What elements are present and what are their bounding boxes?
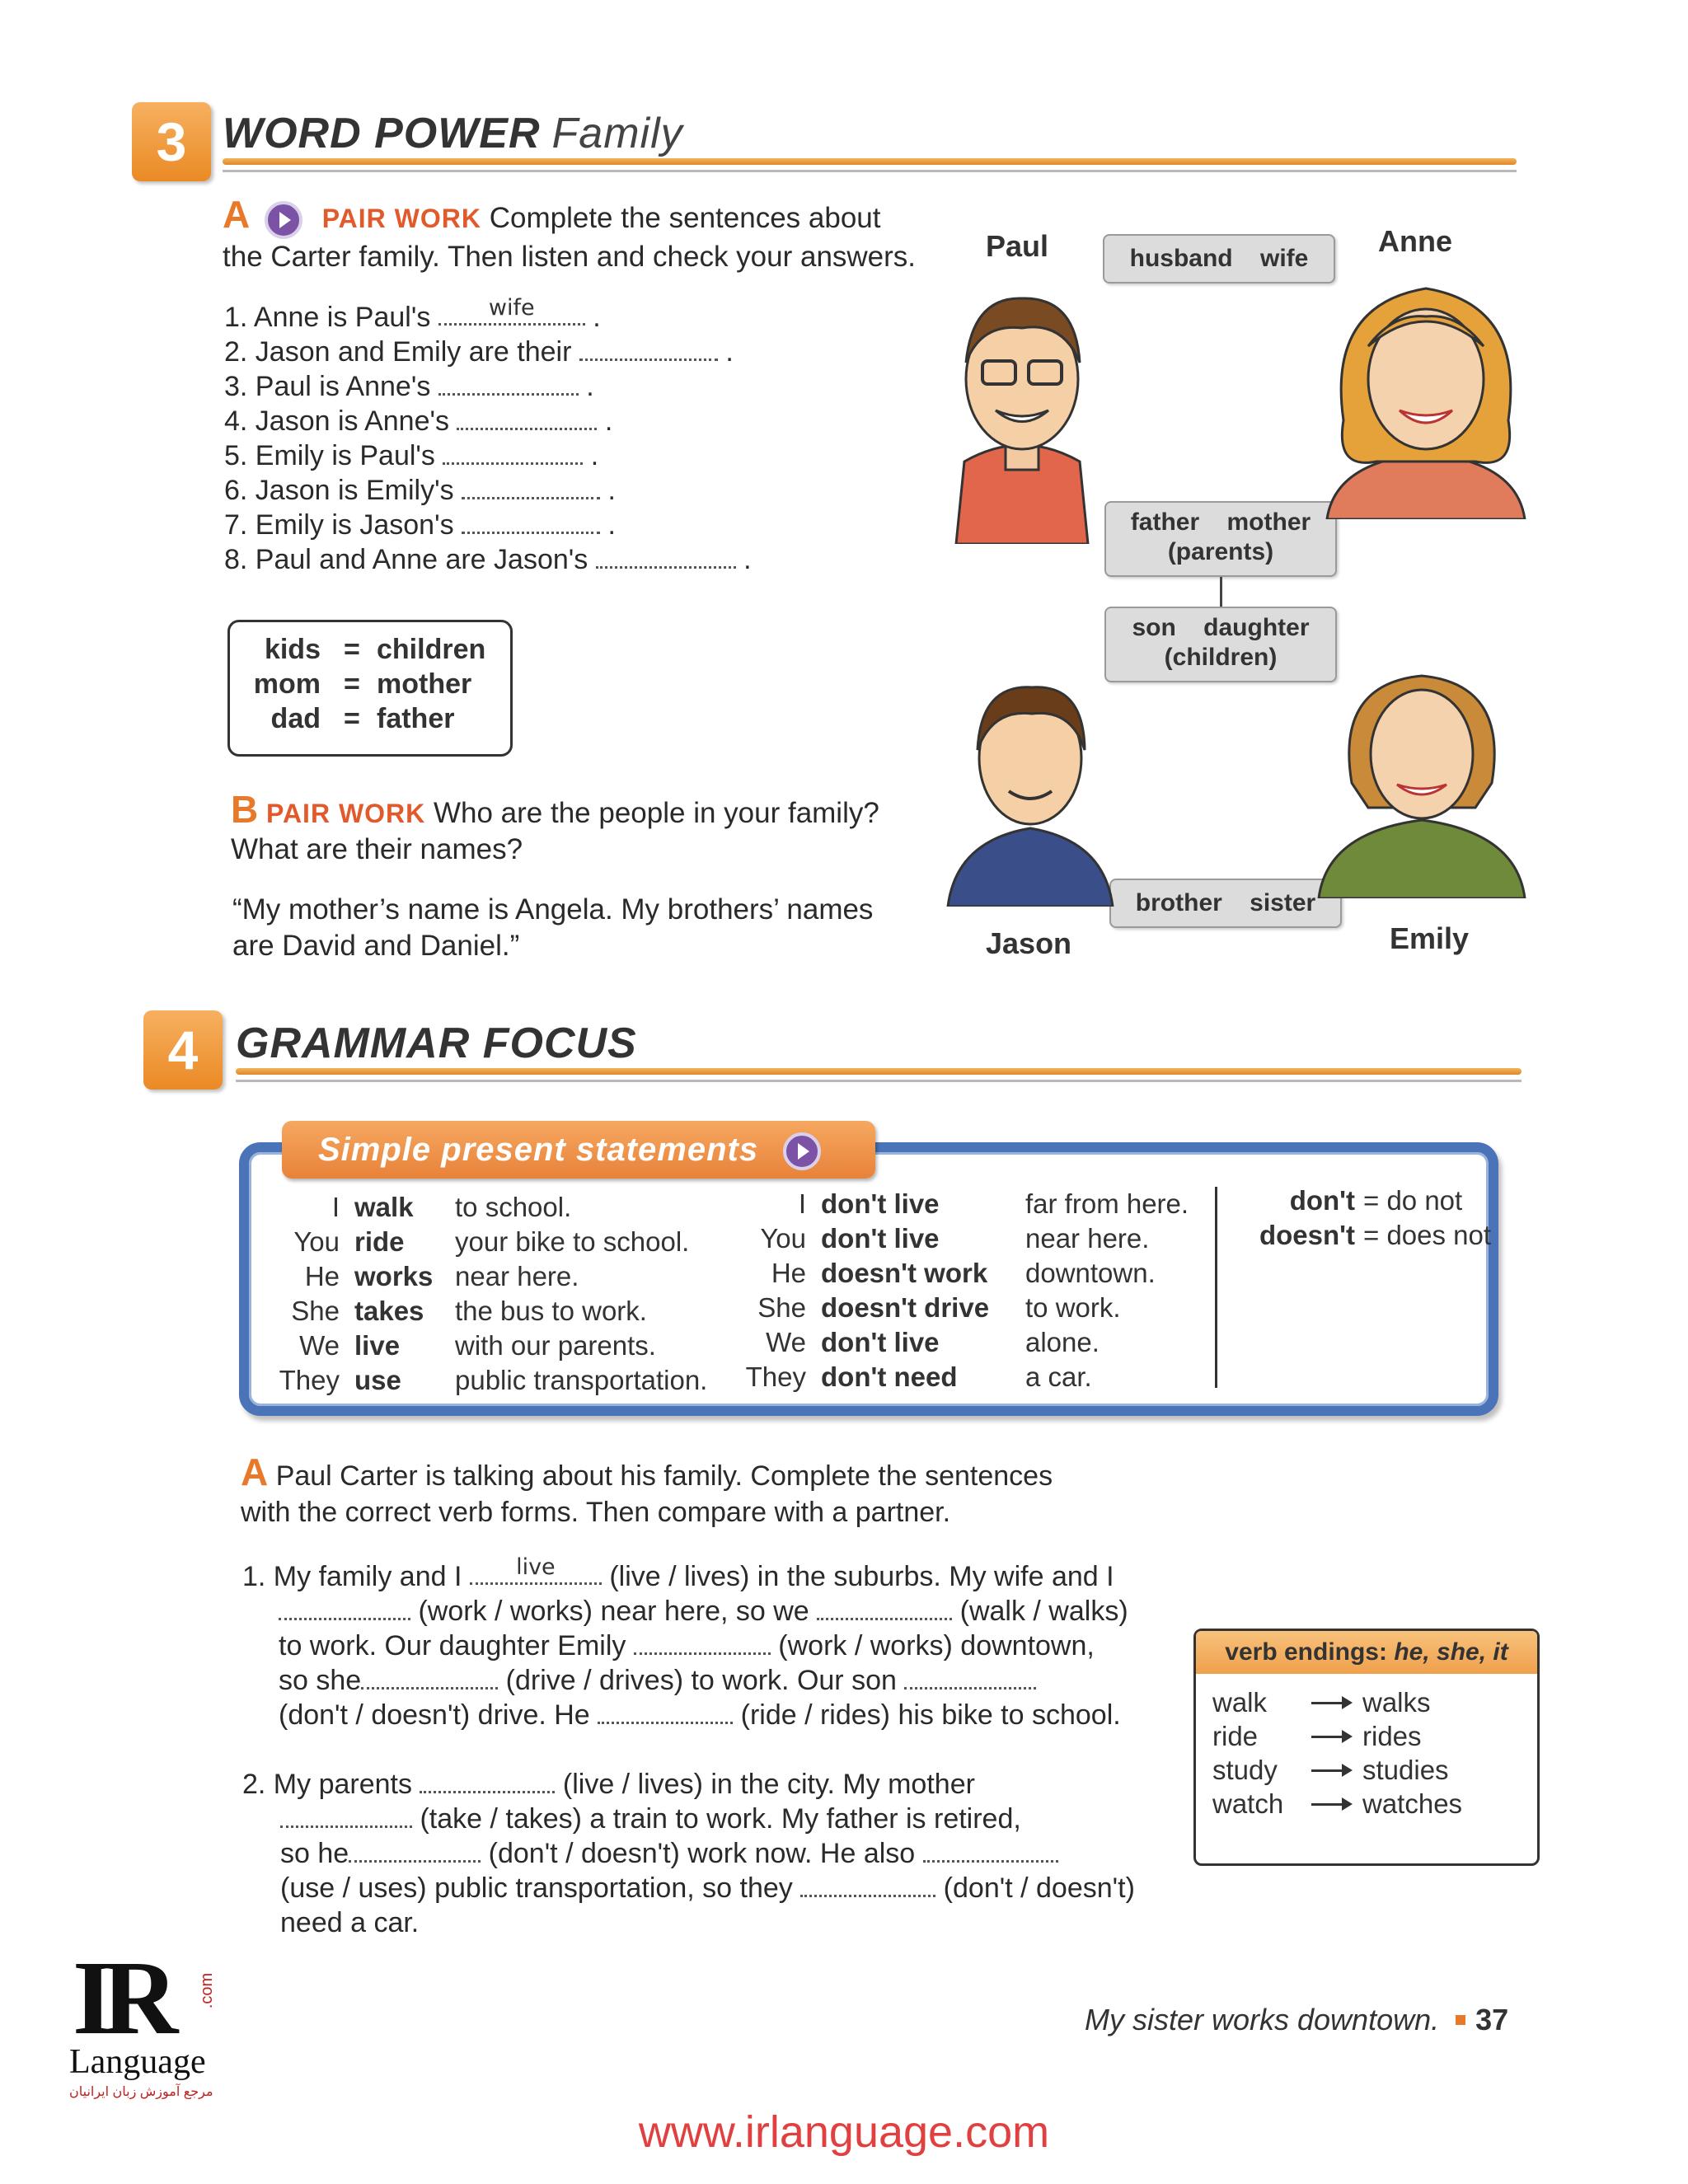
- answer-blank[interactable]: [817, 1596, 952, 1620]
- section-4-title: GRAMMAR FOCUS: [236, 1019, 637, 1067]
- affirmative-verbs: [354, 1190, 433, 1398]
- text: (don't / doesn't) drive. He: [279, 1699, 590, 1731]
- verb: walk: [354, 1192, 414, 1222]
- section-3-number: 3: [132, 102, 211, 181]
- item-text: 3. Paul is Anne's: [224, 371, 431, 402]
- base-verb: walk: [1212, 1687, 1268, 1718]
- predicate: downtown.: [1025, 1258, 1156, 1288]
- irlanguage-logo: [69, 1939, 234, 2102]
- paragraph-2-line-2: [280, 1803, 1021, 1835]
- item-text: 4. Jason is Anne's: [224, 405, 449, 437]
- answer-blank[interactable]: [361, 1666, 498, 1690]
- predicate: to work.: [1025, 1292, 1121, 1323]
- item-text: 1. Anne is Paul's: [224, 302, 431, 333]
- label-husband: husband: [1129, 245, 1233, 272]
- logo-letters-text: IR: [73, 1939, 167, 2056]
- label-daughter: daughter: [1203, 614, 1310, 641]
- logo-letters: [73, 1939, 167, 2056]
- jason-illustration: [940, 659, 1121, 907]
- paragraph-2-line-4: [280, 1872, 1135, 1905]
- predicate: near here.: [455, 1261, 579, 1291]
- item-text: 5. Emily is Paul's: [224, 440, 435, 471]
- predicate: to school.: [455, 1192, 572, 1222]
- s-verb: studies: [1362, 1755, 1449, 1785]
- arrow-right-icon: [1311, 1803, 1349, 1806]
- family-subheading: Family: [551, 110, 683, 157]
- answer-blank[interactable]: [280, 1804, 412, 1828]
- predicate: far from here.: [1025, 1188, 1189, 1219]
- emily-illustration: [1302, 643, 1541, 898]
- section-4-number: 4: [143, 1010, 223, 1090]
- text: 1. My family and I: [242, 1561, 462, 1592]
- label-brother: brother: [1135, 889, 1222, 916]
- part-a-instructions: [223, 193, 964, 275]
- affirmative-rest: [455, 1190, 707, 1398]
- exercise-item-4: 4. Jason is Anne's .: [224, 405, 613, 437]
- base-verb: ride: [1212, 1721, 1259, 1751]
- exercise-item-1: 1. Anne is Paul's $^{wife}$ .: [224, 295, 601, 333]
- pair-work-label: PAIR WORK: [321, 204, 481, 233]
- synonym-long: children: [377, 634, 486, 665]
- verb: works: [354, 1261, 434, 1291]
- label-father: father: [1130, 509, 1200, 536]
- answer-blank[interactable]: [634, 1631, 771, 1655]
- answer-blank[interactable]: [279, 1596, 410, 1620]
- name-emily: Emily: [1390, 921, 1470, 955]
- verb: don't live: [821, 1327, 940, 1357]
- s-verb: rides: [1362, 1721, 1422, 1751]
- name-jason: Jason: [986, 926, 1072, 960]
- verb: ride: [354, 1226, 405, 1257]
- paragraph-1-line-2: [279, 1596, 1128, 1628]
- exercise-item-3: 3. Paul is Anne's .: [224, 371, 594, 402]
- quote-line-2: are David and Daniel.”: [232, 930, 520, 962]
- section-3-rule: [223, 158, 1517, 165]
- answer-blank[interactable]: [579, 337, 718, 361]
- logo-dotcom: .com: [198, 1972, 217, 2009]
- base-verb: study: [1212, 1755, 1278, 1785]
- text: (live / lives) in the city. My mother: [562, 1769, 975, 1800]
- subject: They: [745, 1361, 806, 1392]
- verb: don't need: [821, 1361, 958, 1392]
- column-divider: [1215, 1187, 1217, 1388]
- answer-blank[interactable]: [443, 441, 583, 465]
- subject: She: [291, 1296, 340, 1326]
- text: (don't / doesn't): [943, 1872, 1135, 1904]
- predicate: a car.: [1025, 1361, 1092, 1392]
- arrow-right-icon: [1311, 1769, 1349, 1772]
- label-mother: mother: [1226, 509, 1311, 536]
- answer-fill: live: [516, 1554, 556, 1580]
- predicate: alone.: [1025, 1327, 1100, 1357]
- caption-text: My sister works downtown.: [1085, 2003, 1440, 2036]
- item-text: 2. Jason and Emily are their: [224, 336, 572, 368]
- verb-endings-title-a: verb endings:: [1225, 1638, 1387, 1666]
- logo-tagline: مرجع آموزش زبان ایرانیان: [69, 2085, 213, 2099]
- equals-sign: =: [344, 668, 360, 700]
- exercise-item-2: 2. Jason and Emily are their .: [224, 336, 734, 368]
- text: to work. Our daughter Emily: [279, 1630, 626, 1661]
- verb-ending-row: [1212, 1755, 1537, 1788]
- exercise-item-7: 7. Emily is Jason's .: [224, 509, 616, 541]
- answer-blank[interactable]: [923, 1839, 1058, 1863]
- subject: We: [299, 1330, 340, 1361]
- arrow-right-icon: [1311, 1736, 1349, 1738]
- page-number: 37: [1475, 2003, 1509, 2036]
- tree-connector: [1220, 577, 1222, 607]
- synonym-row: [230, 703, 510, 738]
- verb-ending-row: [1212, 1721, 1537, 1755]
- answer-blank[interactable]: [438, 295, 585, 326]
- verb: doesn't work: [821, 1258, 988, 1288]
- exercise-item-5: 5. Emily is Paul's .: [224, 440, 599, 471]
- part-b-letter: B: [231, 788, 259, 831]
- text: (live / lives) in the suburbs. My wife and I: [609, 1561, 1114, 1592]
- negative-verbs: [821, 1187, 989, 1394]
- answer-blank[interactable]: [349, 1839, 481, 1863]
- synonym-short: dad: [270, 703, 321, 734]
- item-text: 8. Paul and Anne are Jason's: [224, 544, 588, 575]
- predicate: with our parents.: [455, 1330, 656, 1361]
- grammar-box-title: [282, 1121, 875, 1179]
- predicate: the bus to work.: [455, 1296, 647, 1326]
- parents-label-box: [1104, 501, 1337, 577]
- logo-word: Language: [69, 2043, 206, 2081]
- label-wife: wife: [1259, 245, 1309, 272]
- synonym-long: mother: [377, 668, 472, 700]
- synonym-long: father: [377, 703, 455, 734]
- paragraph-1-line-4: [279, 1665, 1036, 1697]
- page-caption: [1085, 2003, 1508, 2037]
- subject: I: [331, 1192, 340, 1222]
- text: need a car.: [280, 1907, 420, 1938]
- negative-subjects: [738, 1187, 806, 1394]
- part-a-letter: A: [223, 193, 251, 236]
- subject: We: [766, 1327, 806, 1357]
- paragraph-2-line-3: [280, 1838, 1058, 1870]
- subject: They: [279, 1365, 340, 1395]
- contraction-shorts: [1231, 1183, 1355, 1253]
- anne-illustration: [1311, 255, 1541, 519]
- label-children: (children): [1164, 644, 1278, 671]
- answer-blank[interactable]: [800, 1873, 935, 1897]
- subject: You: [760, 1223, 806, 1254]
- text: so he: [280, 1838, 349, 1869]
- answer-blank[interactable]: [457, 406, 597, 430]
- label-son: son: [1132, 614, 1176, 641]
- synonym-row: [230, 634, 510, 668]
- website-link[interactable]: www.irlanguage.com: [638, 2107, 1050, 2157]
- label-parents: (parents): [1167, 538, 1274, 565]
- instruction-line-1: Paul Carter is talking about his family. Complete the sentences: [275, 1460, 1053, 1492]
- verb: don't live: [821, 1188, 940, 1219]
- answer-blank[interactable]: [462, 476, 600, 499]
- text: (work / works) downtown,: [778, 1630, 1095, 1661]
- part-b-instructions: [231, 788, 973, 868]
- name-anne: Anne: [1378, 224, 1452, 258]
- part-b-line-1: Who are the people in your family?: [433, 797, 879, 829]
- text: (ride / rides) his bike to school.: [740, 1699, 1121, 1731]
- answer-fill: wife: [488, 295, 535, 321]
- audio-play-icon[interactable]: [783, 1132, 821, 1170]
- s-verb: watches: [1362, 1788, 1463, 1819]
- text: (take / takes) a train to work. My father is retired,: [420, 1803, 1021, 1835]
- verb: live: [354, 1330, 401, 1361]
- base-verb: watch: [1212, 1788, 1284, 1819]
- text: 2. My parents: [242, 1769, 412, 1800]
- quote-line-1: “My mother’s name is Angela. My brothers’ names: [232, 893, 874, 926]
- answer-blank[interactable]: [596, 545, 736, 569]
- equals-sign: =: [344, 634, 360, 665]
- contraction-longs: [1363, 1183, 1491, 1253]
- answer-blank[interactable]: [420, 1769, 555, 1793]
- exercise-item-8: 8. Paul and Anne are Jason's .: [224, 544, 752, 575]
- section-4-rule: [236, 1068, 1522, 1075]
- contraction: don't: [1289, 1185, 1355, 1216]
- verb: don't live: [821, 1223, 940, 1254]
- paragraph-2-line-1: [242, 1769, 975, 1801]
- subject: She: [757, 1292, 806, 1323]
- text: (work / works) near here, so we: [418, 1596, 809, 1627]
- grammar-box-title-text: Simple present statements: [318, 1132, 759, 1168]
- bullet-square-icon: [1456, 2015, 1465, 2025]
- contraction: doesn't: [1259, 1220, 1355, 1250]
- contraction-expansion: = does not: [1363, 1220, 1492, 1250]
- grammar-part-a-instructions: [241, 1451, 1213, 1530]
- subject: He: [304, 1261, 340, 1291]
- instruction-line-1: Complete the sentences about: [489, 202, 881, 234]
- item-text: 7. Emily is Jason's: [224, 509, 454, 541]
- exercise-item-6: 6. Jason is Emily's .: [224, 475, 616, 506]
- instruction-line-2: the Carter family. Then listen and check your answers.: [223, 240, 917, 273]
- spouse-label-box: [1103, 234, 1335, 284]
- subject: You: [293, 1226, 340, 1257]
- verb-endings-title: [1196, 1631, 1537, 1674]
- paragraph-1-line-3: [279, 1630, 1095, 1662]
- section-3-rule-shadow: [223, 170, 1517, 172]
- answer-blank[interactable]: [904, 1666, 1036, 1690]
- item-text: 6. Jason is Emily's: [224, 475, 454, 506]
- text: (don't / doesn't) work now. He also: [488, 1838, 916, 1869]
- text: so she: [279, 1665, 362, 1696]
- predicate: public transportation.: [455, 1365, 708, 1395]
- label-sister: sister: [1250, 889, 1316, 916]
- synonym-short: kids: [264, 634, 321, 665]
- audio-play-icon[interactable]: [265, 201, 302, 239]
- verb: takes: [354, 1296, 424, 1326]
- paragraph-1-line-1: [242, 1554, 1114, 1593]
- paul-illustration: [923, 264, 1121, 544]
- affirmative-subjects: [272, 1190, 340, 1398]
- part-b-line-2: What are their names?: [231, 833, 523, 865]
- synonym-row: [230, 668, 510, 703]
- verb: doesn't drive: [821, 1292, 990, 1323]
- section-4-rule-shadow: [236, 1080, 1522, 1082]
- verb-ending-row: [1212, 1687, 1537, 1721]
- paragraph-1-line-5: [279, 1699, 1121, 1732]
- s-verb: walks: [1362, 1687, 1431, 1718]
- paragraph-2-line-5: [280, 1907, 419, 1939]
- equals-sign: =: [344, 703, 360, 734]
- text: (walk / walks): [959, 1596, 1128, 1627]
- pair-work-label: PAIR WORK: [265, 799, 426, 828]
- verb-endings-title-b: he, she, it: [1394, 1638, 1508, 1666]
- example-quote: [232, 892, 974, 964]
- verb-endings-box: [1193, 1629, 1540, 1866]
- answer-blank[interactable]: [470, 1554, 602, 1585]
- predicate: your bike to school.: [455, 1226, 690, 1257]
- part-a-letter: A: [241, 1451, 269, 1493]
- text: (drive / drives) to work. Our son: [505, 1665, 897, 1696]
- negative-rest: [1025, 1187, 1189, 1394]
- answer-blank[interactable]: [438, 372, 579, 396]
- text: (use / uses) public transportation, so they: [280, 1872, 793, 1904]
- verb: use: [354, 1365, 401, 1395]
- word-power-heading: WORD POWER: [223, 110, 541, 157]
- subject: I: [798, 1188, 806, 1219]
- answer-blank[interactable]: [462, 510, 600, 534]
- contraction-expansion: = do not: [1363, 1185, 1463, 1216]
- verb-ending-row: [1212, 1788, 1537, 1822]
- synonym-short: mom: [253, 668, 321, 700]
- arrow-right-icon: [1311, 1702, 1349, 1704]
- synonyms-box: [227, 620, 513, 757]
- name-paul: Paul: [986, 229, 1049, 263]
- instruction-line-2: with the correct verb forms. Then compare with a partner.: [241, 1497, 951, 1528]
- section-3-title: [223, 109, 683, 158]
- predicate: near here.: [1025, 1223, 1150, 1254]
- subject: He: [771, 1258, 806, 1288]
- answer-blank[interactable]: [598, 1700, 733, 1724]
